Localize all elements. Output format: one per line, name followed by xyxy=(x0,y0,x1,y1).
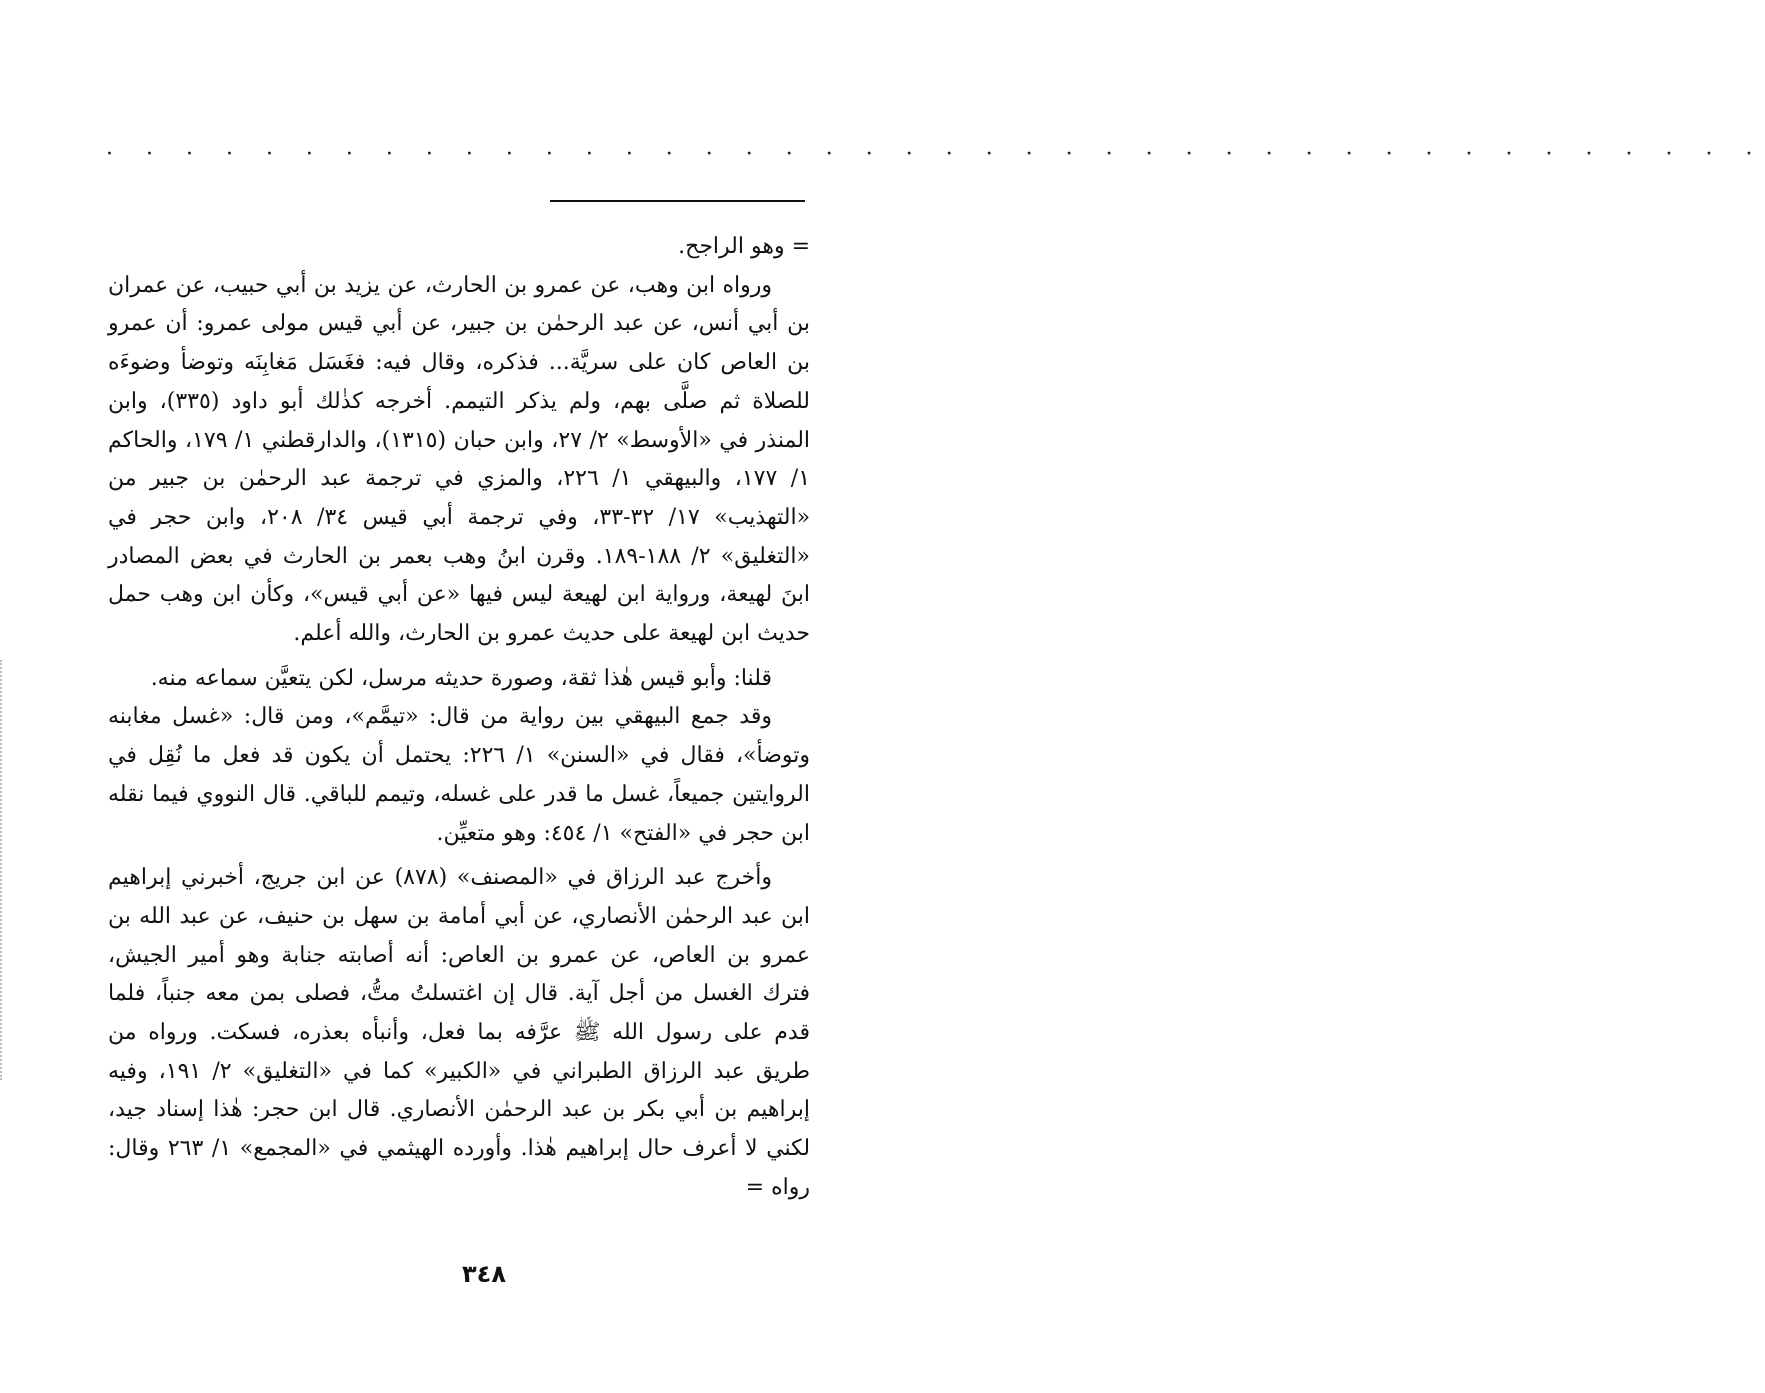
margin-mark xyxy=(0,660,8,1080)
dotted-separator: · · · · · · · · · · · · · · · · · · · · · · · · · · · · · · · · · · · · · · · · · · xyxy=(106,142,1765,167)
paragraph-ibn-wahb: ورواه ابن وهب، عن عمرو بن الحارث، عن يزيد بن أبي حبيب، عن عمران بن أبي أنس، عن عبد الرحمٰن بن جبير، عن أبي قيس مولى عمرو: أن عمرو بن العاص كان على سريَّة... فذكره، وقال فيه: فغَسَل مَغابِنَه وتوضأ وضوءَه للصلاة ثم صلَّى بهم، ولم يذكر التيمم. أخرجه كذٰلك أبو داود (٣٣٥)، وابن المنذر في «الأوسط» ٢/ ٢٧، وابن حبان (١٣١٥)، والدارقطني ١/ ١٧٩، والحاكم ١/ ١٧٧، والبيهقي ١/ ٢٢٦، والمزي في ترجمة عبد الرحمٰن بن جبير من «التهذيب» ١٧/ ٣٢-٣٣، وفي ترجمة أبي قيس ٣٤/ ٢٠٨، وابن حجر في «التغليق» ٢/ ١٨٨-١٨٩. وقرن ابنُ وهب بعمر بن الحارث في بعض المصادر ابنَ لهيعة، ورواية ابن لهيعة ليس فيها «عن أبي قيس»، وكأن ابن وهب حمل حديث ابن لهيعة على حديث عمرو بن الحارث، والله أعلم. xyxy=(108,272,811,647)
paragraph-continuation: = وهو الراجح. xyxy=(678,234,810,259)
footnote-rule xyxy=(550,200,805,202)
paragraph-bayhaqi: وقد جمع البيهقي بين رواية من قال: «تيمَّم»، ومن قال: «غسل مغابنه وتوضأ»، فقال في «السنن» ١/ ٢٢٦: يحتمل أن يكون قد فعل ما نُقِل في الروايتين جميعاً، غسل ما قدر على غسله، وتيمم للباقي. قال النووي فيما نقله ابن حجر في «الفتح» ١/ ٤٥٤: وهو متعيِّن. xyxy=(108,704,811,846)
footnote-text xyxy=(108,228,810,1208)
paragraph-qulna: قلنا: وأبو قيس هٰذا ثقة، وصورة حديثه مرسل، لكن يتعيَّن سماعه منه. xyxy=(150,665,772,691)
paragraph-abd-al-razzaq: وأخرج عبد الرزاق في «المصنف» (٨٧٨) عن ابن جريج، أخبرني إبراهيم ابن عبد الرحمٰن الأنصاري، عن أبي أمامة بن سهل بن حنيف، عن عبد الله بن عمرو بن العاص، عن عمرو بن العاص: أنه أصابته جنابة وهو أمير الجيش، فترك الغسل من أجل آية. قال إن اغتسلتُ متُّ، فصلى بمن معه جنباً، فلما قدم على رسول الله ﷺ عرَّفه بما فعل، وأنبأه بعذره، فسكت. ورواه من طريق عبد الرزاق الطبراني في «الكبير» كما في «التغليق» ٢/ ١٩١، وفيه إبراهيم بن أبي بكر بن عبد الرحمٰن الأنصاري. قال ابن حجر: هٰذا إسناد جيد، لكني لا أعرف حال إبراهيم هٰذا. وأورده الهيثمي في «المجمع» ١/ ٢٦٣ وقال: رواه = xyxy=(108,865,811,1200)
page-number: ٣٤٨ xyxy=(462,1260,506,1288)
